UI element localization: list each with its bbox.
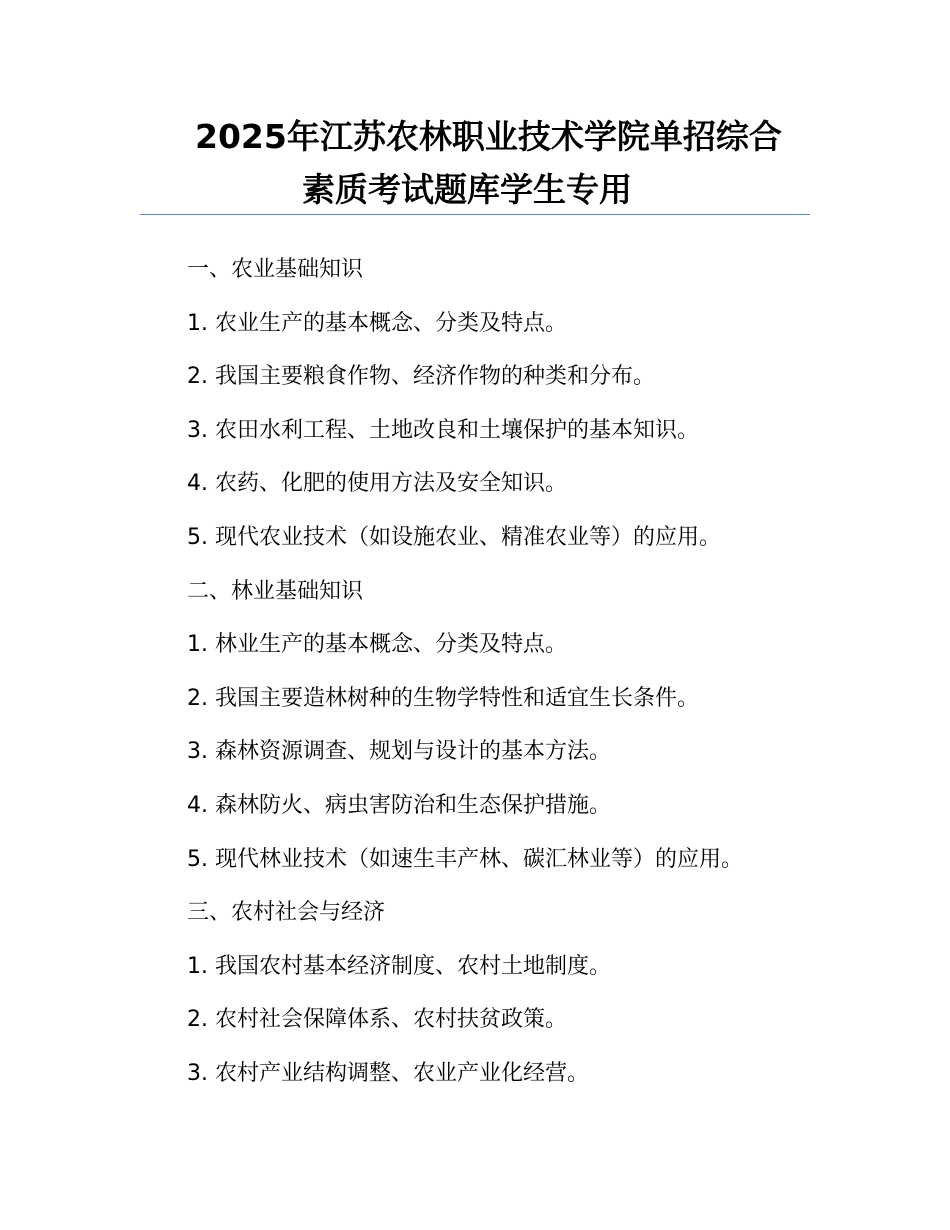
section-heading-agriculture: 一、农业基础知识	[187, 257, 364, 282]
list-item: 4. 农药、化肥的使用方法及安全知识。	[187, 471, 567, 497]
document-title	[140, 110, 810, 216]
title-divider	[140, 214, 810, 215]
list-item: 5. 现代林业技术（如速生丰产林、碳汇林业等）的应用。	[187, 846, 743, 872]
list-item: 2. 我国主要造林树种的生物学特性和适宜生长条件。	[187, 685, 699, 711]
list-item: 2. 农村社会保障体系、农村扶贫政策。	[187, 1007, 567, 1033]
list-item: 3. 森林资源调查、规划与设计的基本方法。	[187, 739, 611, 765]
list-item: 4. 森林防火、病虫害防治和生态保护措施。	[187, 792, 611, 818]
list-item: 3. 农田水利工程、土地改良和土壤保护的基本知识。	[187, 417, 699, 443]
section-heading-forestry: 二、林业基础知识	[187, 578, 364, 604]
list-item: 2. 我国主要粮食作物、经济作物的种类和分布。	[187, 364, 655, 390]
title-line-2: 素质考试题库学生专用	[302, 170, 632, 209]
list-item: 1. 林业生产的基本概念、分类及特点。	[187, 632, 567, 658]
section-heading-rural: 三、农村社会与经济	[187, 900, 386, 926]
title-line-1: 2025年江苏农林职业技术学院单招综合	[195, 117, 782, 156]
list-item: 1. 农业生产的基本概念、分类及特点。	[187, 310, 567, 336]
document-body	[187, 243, 827, 1101]
list-item: 5. 现代农业技术（如设施农业、精准农业等）的应用。	[187, 524, 721, 550]
list-item: 1. 我国农村基本经济制度、农村土地制度。	[187, 953, 611, 979]
list-item: 3. 农村产业结构调整、农业产业化经营。	[187, 1060, 589, 1086]
